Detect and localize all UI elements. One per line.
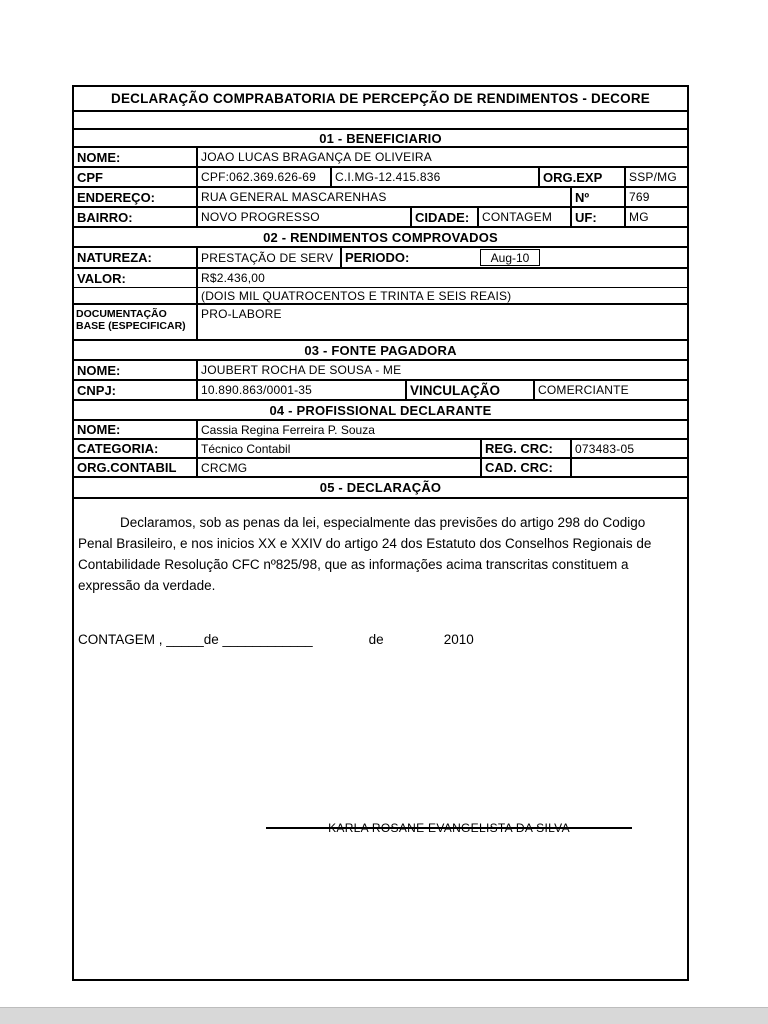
documentacao-label-line2: BASE (ESPECIFICAR): [76, 320, 186, 332]
date-line-de: de: [368, 632, 384, 647]
row-profissional-nome: [74, 421, 687, 440]
documentacao-value: PRO-LABORE: [201, 307, 282, 321]
natureza-value: PRESTAÇÃO DE SERV: [198, 248, 342, 267]
row-fonte-nome: [74, 361, 687, 381]
row-beneficiario-nome: [74, 148, 687, 168]
categoria-value: Técnico Contabil: [198, 440, 482, 457]
viewer-page-edge: [0, 1007, 768, 1024]
row-beneficiario-cpf: [74, 168, 687, 188]
categoria-label: CATEGORIA:: [74, 440, 198, 457]
endereco-value: RUA GENERAL MASCARENHAS: [198, 188, 572, 206]
row-rendimentos-extenso: [74, 288, 687, 305]
title-spacer: [74, 112, 687, 128]
date-line-city-blank: CONTAGEM , _____de ____________: [78, 632, 313, 647]
profissional-nome-value: Cassia Regina Ferreira P. Souza: [201, 422, 375, 437]
section-05-header: 05 - DECLARAÇÃO: [74, 478, 687, 499]
vinculacao-value: COMERCIANTE: [538, 383, 629, 397]
org-contabil-value: CRCMG: [198, 459, 482, 476]
cnpj-value: 10.890.863/0001-35: [198, 381, 407, 399]
org-contabil-label: ORG.CONTABIL: [74, 459, 198, 476]
periodo-label: PERIODO:: [345, 250, 410, 265]
uf-label: UF:: [572, 208, 626, 226]
reg-crc-label: REG. CRC:: [482, 440, 572, 457]
valor-extenso-value: (DOIS MIL QUATROCENTOS E TRINTA E SEIS REAIS): [201, 288, 512, 303]
ci-value: C.I.MG-12.415.836: [332, 168, 540, 186]
cnpj-label: CNPJ:: [74, 381, 198, 399]
uf-value: MG: [629, 210, 649, 224]
date-line: [74, 632, 687, 647]
signature-name: KARLA ROSANE EVANGELISTA DA SILVA: [328, 821, 570, 835]
section-03-header: 03 - FONTE PAGADORA: [74, 341, 687, 361]
valor-value: R$2.436,00: [201, 271, 266, 285]
section-01-header: 01 - BENEFICIARIO: [74, 128, 687, 148]
nome-value: JOAO LUCAS BRAGANÇA DE OLIVEIRA: [201, 150, 432, 164]
reg-crc-value: 073483-05: [575, 441, 635, 456]
row-rendimentos-documentacao: [74, 305, 687, 341]
bairro-value: NOVO PROGRESSO: [198, 208, 412, 226]
periodo-value: Aug-10: [480, 249, 540, 266]
documentacao-base-label: [74, 305, 198, 339]
row-profissional-categoria: [74, 440, 687, 459]
row-profissional-org-contabil: [74, 459, 687, 478]
valor-label: VALOR:: [74, 269, 198, 287]
org-exp-label: ORG.EXP: [540, 168, 626, 186]
declaration-paragraph: Declaramos, sob as penas da lei, especialmente das previsões do artigo 298 do Codigo Penal Brasileiro, e nos inicios XX e XXIV do artigo 24 dos Estatuto dos Conselhos Regionais de Contabilidade Resolução CFC nº825/98, que as informações acima transcritas constituem a expressão da verdade.: [78, 515, 652, 593]
row-rendimentos-natureza: [74, 248, 687, 269]
cidade-value: CONTAGEM: [479, 208, 572, 226]
numero-label: Nº: [572, 188, 626, 206]
date-line-year: 2010: [443, 632, 474, 647]
row-rendimentos-valor: [74, 269, 687, 288]
fonte-nome-value: JOUBERT ROCHA DE SOUSA - ME: [201, 363, 402, 377]
document-title: DECLARAÇÃO COMPRABATORIA DE PERCEPÇÃO DE RENDIMENTOS - DECORE: [74, 87, 687, 112]
section-04-header: 04 - PROFISSIONAL DECLARANTE: [74, 401, 687, 421]
extenso-label-empty: [74, 288, 198, 303]
documentacao-label-line1: DOCUMENTAÇÃO: [76, 308, 167, 320]
signature-block: [266, 821, 632, 835]
document-page: [72, 85, 689, 981]
row-beneficiario-bairro: [74, 208, 687, 228]
declaration-body: [74, 499, 687, 979]
vinculacao-label: VINCULAÇÃO: [407, 381, 535, 399]
fonte-nome-label: NOME:: [74, 361, 198, 379]
periodo-spacer: [438, 248, 480, 267]
cad-crc-label: CAD. CRC:: [482, 459, 572, 476]
row-beneficiario-endereco: [74, 188, 687, 208]
section-02-header: 02 - RENDIMENTOS COMPROVADOS: [74, 228, 687, 248]
cad-crc-value: [572, 459, 687, 476]
row-fonte-cnpj: [74, 381, 687, 401]
profissional-nome-label: NOME:: [74, 421, 198, 438]
nome-label: NOME:: [74, 148, 198, 166]
cidade-label: CIDADE:: [412, 208, 479, 226]
natureza-label: NATUREZA:: [74, 248, 198, 267]
org-exp-value: SSP/MG: [629, 170, 677, 184]
natureza-row-filler: [540, 248, 687, 267]
cpf-value: CPF:062.369.626-69: [198, 168, 332, 186]
numero-value: 769: [629, 190, 650, 204]
cpf-label: CPF: [74, 168, 198, 186]
bairro-label: BAIRRO:: [74, 208, 198, 226]
endereco-label: ENDEREÇO:: [74, 188, 198, 206]
